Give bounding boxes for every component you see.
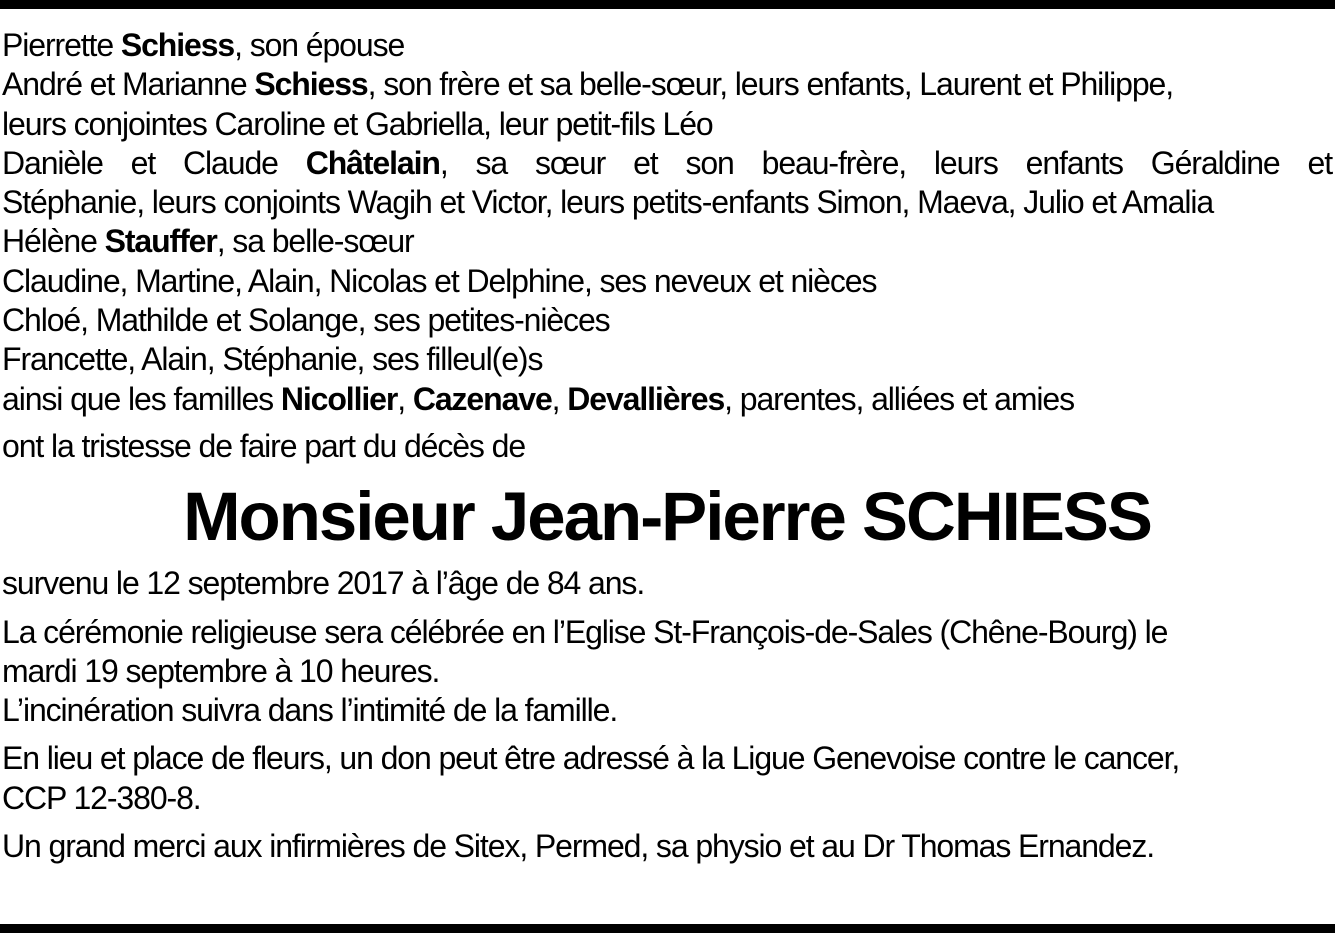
announcement-text: ont la tristesse de faire part du décès de xyxy=(2,427,526,464)
family-line-9: Francette, Alain, Stéphanie, ses filleul(e)s xyxy=(2,341,543,378)
ceremony-line-1: La cérémonie religieuse sera célébrée en l’Eglise St-François-de-Sales (Chêne-Bourg) le xyxy=(2,613,1168,650)
death-info: survenu le 12 septembre 2017 à l’âge de 84 ans. xyxy=(2,565,645,602)
deceased-name: Monsieur Jean-Pierre SCHIESS xyxy=(183,478,1151,556)
family-line-5: Stéphanie, leurs conjoints Wagih et Victor, leurs petits-enfants Simon, Maeva, Julio et Amalia xyxy=(2,184,1214,221)
ceremony-line-3: L’incinération suivra dans l’intimité de la famille. xyxy=(2,692,618,729)
family-line-10: ainsi que les familles Nicollier, Cazenave, Devallières, parentes, alliées et amies xyxy=(2,380,1075,417)
obituary-notice xyxy=(2,26,1332,866)
top-rule xyxy=(0,0,1335,9)
bottom-rule xyxy=(0,924,1335,933)
donation-line-2: CCP 12-380-8. xyxy=(2,779,201,816)
family-line-8: Chloé, Mathilde et Solange, ses petites-nièces xyxy=(2,302,610,339)
family-line-4: Danièle et Claude Châtelain, sa sœur et son beau-frère, leurs enfants Géraldine et xyxy=(2,144,1332,181)
donation-line-1: En lieu et place de fleurs, un don peut être adressé à la Ligue Genevoise contre le cancer, xyxy=(2,740,1180,777)
ceremony-line-2: mardi 19 septembre à 10 heures. xyxy=(2,652,440,689)
family-line-6: Hélène Stauffer, sa belle-sœur xyxy=(2,223,414,260)
thanks-text: Un grand merci aux infirmières de Sitex, Permed, sa physio et au Dr Thomas Ernandez. xyxy=(2,828,1155,865)
family-line-1: Pierrette Schiess, son épouse xyxy=(2,27,405,63)
family-line-2: André et Marianne Schiess, son frère et sa belle-sœur, leurs enfants, Laurent et Philippe, xyxy=(2,66,1174,103)
family-line-7: Claudine, Martine, Alain, Nicolas et Delphine, ses neveux et nièces xyxy=(2,262,877,299)
family-line-3: leurs conjointes Caroline et Gabriella, leur petit-fils Léo xyxy=(2,105,713,142)
